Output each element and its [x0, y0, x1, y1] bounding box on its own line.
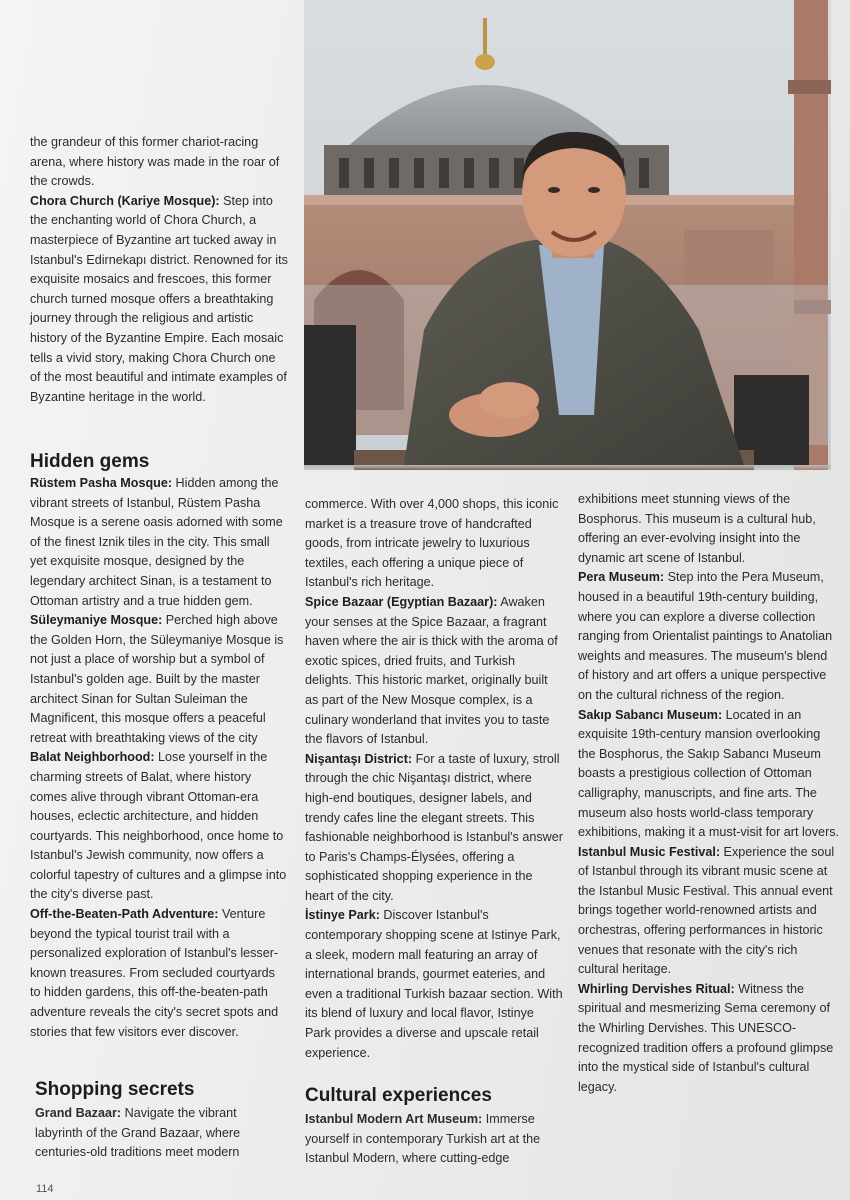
chora-text: Step into the enchanting world of Chora Church, a masterpiece of Byzantine art tucked away in Istanbul's Edirnekapı district. Renowned for its exquisite mosaics and frescoes, this former church turned mosque offers a breathtaking journey through the religious and artistic history of the Byzantine Empire. Each mosaic tells a vivid story, making Chora Church one of the most beautiful and intimate examples of Byzantine heritage in the world.	[30, 193, 288, 404]
cultural-item	[578, 706, 840, 843]
item-text: Venture beyond the typical tourist trail with a personalized exploration of Istanbul's lesser-known treasures. From secluded courtyards to hidden gardens, this off-the-beaten-path adventure reveals the city's secret spots and stories that few visitors ever discover.	[30, 907, 279, 1039]
item-text: Step into the Pera Museum, housed in a beautiful 19th-century building, where you can explore a diverse collection ranging from Orientalist paintings to Anatolian weights and measures. The museum's blend of history and art offers a unique perspective on the cultural richness of the region.	[578, 570, 833, 702]
shopping-item	[305, 750, 563, 907]
chora-paragraph	[30, 192, 288, 408]
grand-bazaar-paragraph	[35, 1104, 287, 1163]
photo-shadow	[304, 465, 831, 471]
item-title: Sakıp Sabancı Museum:	[578, 707, 723, 722]
grand-bazaar-text: Navigate the vibrant labyrinth of the Grand Bazaar, where centuries-old traditions meet modern	[35, 1106, 241, 1160]
cultural-item	[578, 568, 840, 705]
item-title: Spice Bazaar (Egyptian Bazaar):	[305, 594, 498, 609]
modern-museum-title: Istanbul Modern Art Museum:	[305, 1112, 483, 1126]
hidden-gems-section	[30, 450, 288, 1042]
hidden-gem-item	[30, 905, 288, 1042]
chora-title: Chora Church (Kariye Mosque):	[30, 193, 220, 208]
item-title: Süleymaniye Mosque:	[30, 613, 163, 628]
item-text: Lose yourself in the charming streets of Balat, where history comes alive through vibrant Ottoman-era houses, eclectic architecture, and hidden courtyards. This neighborhood, once home to Istanbul's Jewish community, now offers a colorful tapestry of cultures and a glimpse into the city's diverse past.	[30, 750, 287, 902]
cultural-item	[578, 980, 840, 1098]
grand-bazaar-cont-text: commerce. With over 4,000 shops, this iconic market is a treasure trove of handcrafted goods, from intricate jewelry to luxurious textiles, each offering a unique piece of Istanbul's rich heritage.	[305, 497, 559, 590]
item-text: Experience the soul of Istanbul through its vibrant music scene at the Istanbul Music Festival. This annual event brings together world-renowned artists and orchestras, offering performances in historic venues that resonate with the city's rich cultural heritage.	[578, 844, 835, 977]
item-title: Istanbul Music Festival:	[578, 844, 721, 859]
item-title: Pera Museum:	[578, 570, 665, 585]
modern-museum-paragraph	[305, 1110, 563, 1169]
item-title: İstinye Park:	[305, 908, 380, 923]
shopping-item	[305, 906, 563, 1063]
middle-column	[305, 495, 563, 1063]
left-column-top	[30, 133, 288, 407]
cultural-experiences-heading: Cultural experiences	[305, 1085, 492, 1106]
grand-bazaar-title: Grand Bazaar:	[35, 1106, 122, 1120]
item-title: Whirling Dervishes Ritual:	[578, 981, 735, 996]
modern-museum-cont-text: exhibitions meet stunning views of the Bosphorus. This museum is a cultural hub, offering an ever-evolving insight into the dynamic art scene of Istanbul.	[578, 492, 816, 565]
item-text: Hidden among the vibrant streets of Istanbul, Rüstem Pasha Mosque is a serene oasis adorned with some of the finest Iznik tiles in the city. This small yet exquisite mosque, designed by the legendary architect Sinan, is a testament to Ottoman artistry and a true hidden gem.	[30, 476, 283, 608]
shopping-secrets-heading: Shopping secrets	[35, 1079, 195, 1100]
intro-text: the grandeur of this former chariot-racing arena, where history was made in the roar of the crowds.	[30, 135, 280, 189]
item-text: Perched high above the Golden Horn, the Süleymaniye Mosque is not just a place of worship but a symbol of Istanbul's golden age. Built by the master architect Sinan for Sultan Suleiman the Magnificent, this mosque offers a peaceful retreat with breathtaking views of the city	[30, 613, 284, 745]
item-text: Witness the spiritual and mesmerizing Sema ceremony of the Whirling Dervishes. This UNESCO-recognized tradition offers a profound glimpse into the mystical side of Istanbul's cultural legacy.	[578, 981, 834, 1094]
hidden-gems-heading: Hidden gems	[30, 451, 150, 472]
modern-museum-continued	[578, 490, 840, 568]
item-title: Balat Neighborhood:	[30, 750, 155, 765]
hidden-gem-item	[30, 474, 288, 611]
item-title: Nişantaşı District:	[305, 751, 413, 766]
man-at-hagia-sophia-image	[304, 0, 831, 470]
page-number: 114	[36, 1183, 54, 1195]
item-text: Located in an exquisite 19th-century mansion overlooking the Bosphorus, the Sakıp Sabancı Museum boasts a prestigious collection of Ottoman calligraphy, manuscripts, and fine arts. The museum also hosts world-class temporary exhibitions, making it a must-visit for art lovers.	[578, 707, 840, 840]
item-text: Awaken your senses at the Spice Bazaar, a fragrant haven where the air is thick with the aroma of exotic spices, dried fruits, and Turkish delights. This historic market, originally built as part of the New Mosque complex, is a culinary wonderland that invites you to taste the flavors of Istanbul.	[305, 594, 558, 747]
item-title: Off-the-Beaten-Path Adventure:	[30, 907, 219, 922]
right-column	[578, 490, 840, 1097]
cultural-item	[578, 843, 840, 980]
shopping-item	[305, 593, 563, 750]
item-text: Discover Istanbul's contemporary shopping scene at Istinye Park, a sleek, modern mall featuring an array of international brands, gourmet eateries, and even a traditional Turkish bazaar section. With its blend of luxury and local flavor, Istinye Park provides a diverse and upscale retail experience.	[305, 908, 563, 1060]
modern-museum-text: Immerse yourself in contemporary Turkish art at the Istanbul Modern, where cutting-edge	[305, 1112, 541, 1166]
item-title: Rüstem Pasha Mosque:	[30, 476, 173, 490]
hidden-gem-item	[30, 611, 288, 748]
intro-paragraph	[30, 133, 288, 192]
item-text: For a taste of luxury, stroll through the chic Nişantaşı district, where high-end boutiques, designer labels, and trendy cafes line the elegant streets. This fashionable neighborhood is Istanbul's answer to Paris's Champs-Élysées, offering a sophisticated shopping experience in the heart of the city.	[305, 751, 563, 903]
grand-bazaar-continued	[305, 495, 563, 593]
hero-photo	[304, 0, 831, 470]
hidden-gem-item	[30, 748, 288, 905]
